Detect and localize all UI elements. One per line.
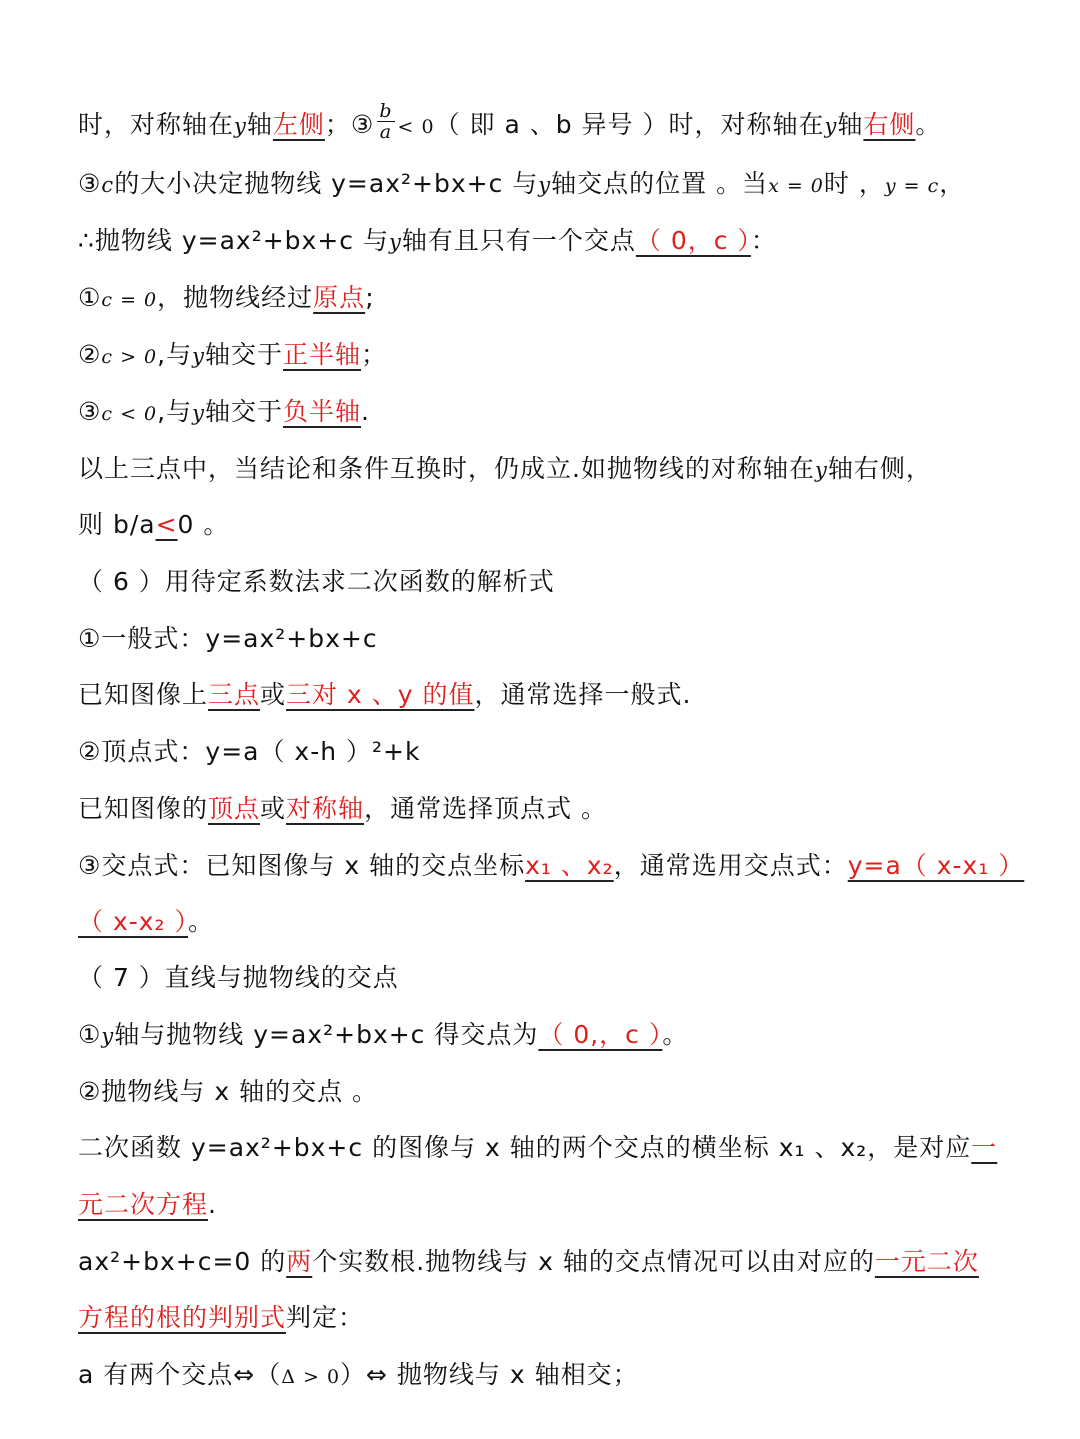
- answer-axis-of-symmetry: 对称轴: [286, 794, 365, 823]
- answer-quadratic-eq-part1: 一: [971, 1133, 998, 1162]
- text-line-12: ②顶点式：y=a（ x-h ）²+k: [78, 737, 421, 766]
- fraction-b-over-a: $\frac{b}{a}$: [379, 99, 393, 143]
- text-line-22: 方程的根的判别式判定：: [78, 1303, 365, 1332]
- text-line-21: ax²+bx+c=0 的两个实数根.抛物线与 x 轴的交点情况可以由对应的一元二次: [78, 1247, 979, 1276]
- section-heading-7: （ 7 ）直线与抛物线的交点: [78, 963, 399, 992]
- text-line-4: ①c = 0，抛物线经过原点;: [78, 283, 375, 312]
- answer-discriminant-part1: 一元二次: [874, 1247, 979, 1276]
- answer-quadratic-eq-part2: 元二次方程: [78, 1190, 209, 1219]
- answer-left-side: 左侧: [272, 110, 325, 139]
- answer-discriminant-part2: 方程的根的判别式: [78, 1303, 287, 1332]
- answer-vertex: 顶点: [208, 794, 261, 823]
- answer-intercept-form-part2: （ x-x₂ ）: [78, 907, 189, 936]
- text-line-1: 时，对称轴在y轴左侧；③ $\frac{b}{a}$ < 0（ 即 a 、b 异号 ）时，对称轴在y轴右侧。: [78, 99, 942, 143]
- text-line-17: ①y轴与抛物线 y=ax²+bx+c 得交点为（ 0,，c ）。: [78, 1020, 689, 1049]
- text-line-18: ②抛物线与 x 轴的交点 。: [78, 1077, 379, 1106]
- answer-negative-half-axis: 负半轴: [283, 397, 362, 426]
- text-line-11: 已知图像上三点或三对 x 、y 的值，通常选择一般式.: [78, 680, 692, 709]
- text-line-5: ②c > 0,与y轴交于正半轴；: [78, 340, 388, 369]
- text-line-14: ③交点式：已知图像与 x 轴的交点坐标x₁ 、x₂，通常选用交点式：y=a（ x-x₁ ）: [78, 851, 1025, 880]
- section-heading-6: （ 6 ）用待定系数法求二次函数的解析式: [78, 567, 555, 596]
- text-line-3: ∴抛物线 y=ax²+bx+c 与y轴有且只有一个交点（ 0，c ）：: [78, 226, 777, 255]
- answer-y-intercept: （ 0,，c ）: [538, 1020, 663, 1049]
- text-line-6: ③c < 0,与y轴交于负半轴.: [78, 397, 370, 426]
- text-line-7: 以上三点中，当结论和条件互换时，仍成立.如抛物线的对称轴在y轴右侧，: [78, 454, 932, 483]
- text-line-20: 元二次方程.: [78, 1190, 217, 1219]
- text-line-15: （ x-x₂ ）。: [78, 907, 215, 936]
- answer-two: 两: [286, 1247, 313, 1276]
- answer-intercept-form-part1: y=a（ x-x₁ ）: [847, 851, 1025, 880]
- text-line-10: ①一般式：y=ax²+bx+c: [78, 624, 378, 653]
- answer-intercept-point: （ 0，c ）: [635, 226, 751, 255]
- answer-right-side: 右侧: [863, 110, 916, 139]
- text-line-8: 则 b/a<0 。: [78, 510, 230, 539]
- answer-positive-half-axis: 正半轴: [283, 340, 362, 369]
- answer-three-pairs: 三对 x 、y 的值: [286, 680, 475, 709]
- answer-less-than: <: [155, 510, 178, 539]
- text-line-13: 已知图像的顶点或对称轴，通常选择顶点式 。: [78, 794, 608, 823]
- text-line-2: ③c的大小决定抛物线 y=ax²+bx+c 与y轴交点的位置 。当x = 0时 ，y = c，: [78, 169, 966, 198]
- answer-origin: 原点: [313, 283, 366, 312]
- answer-three-points: 三点: [208, 680, 261, 709]
- answer-roots: x₁ 、x₂: [525, 851, 614, 880]
- text-line-23: a 有两个交点⇔（Δ > 0）⇔ 抛物线与 x 轴相交；: [78, 1360, 639, 1389]
- text-line-19: 二次函数 y=ax²+bx+c 的图像与 x 轴的两个交点的横坐标 x₁ 、x₂，是对应一: [78, 1133, 998, 1162]
